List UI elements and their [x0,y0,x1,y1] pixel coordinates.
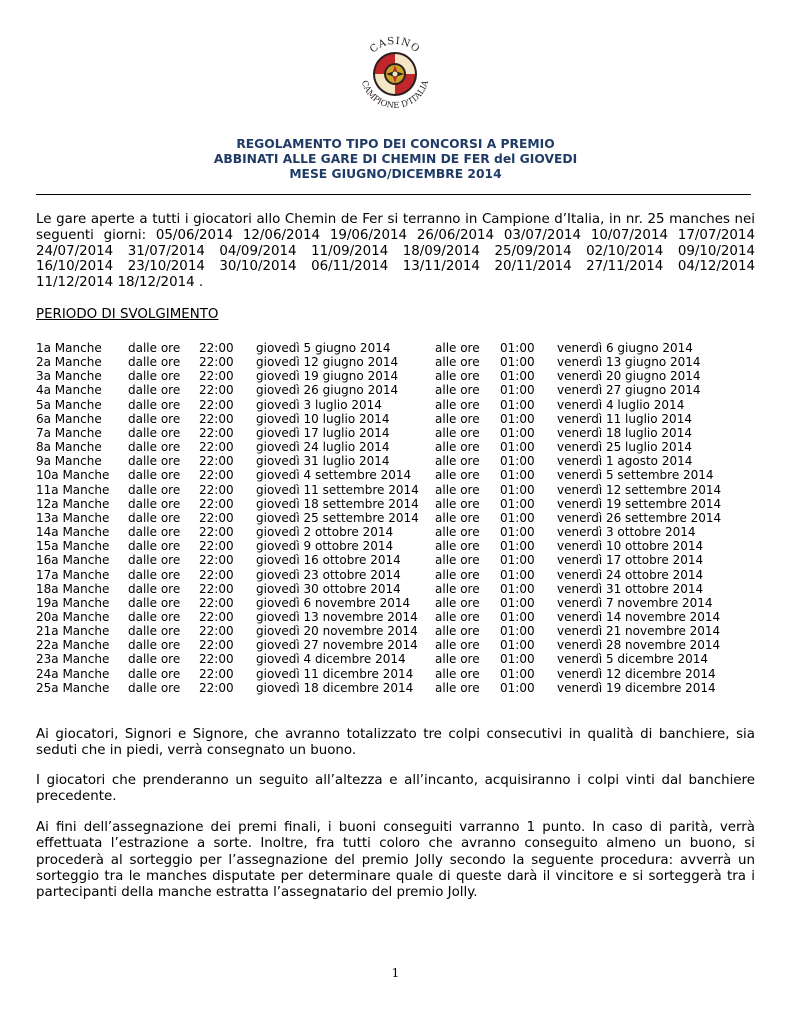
end-time: 01:00 [500,624,535,639]
manche-number: 20a Manche [36,609,110,624]
from-label: dalle ore [128,397,181,412]
intro-end-punct: . [198,275,204,291]
intro-date: 18/09/2014 [402,243,480,259]
end-time: 01:00 [500,468,535,483]
intro-date: 27/11/2014 [586,259,664,275]
end-day: venerdì 20 giugno 2014 [557,369,701,384]
end-day: venerdì 21 novembre 2014 [557,624,721,639]
start-time: 22:00 [199,539,234,554]
intro-date: 06/11/2014 [311,259,389,275]
to-label: alle ore [435,638,480,653]
start-day: giovedì 19 giugno 2014 [256,369,399,384]
end-time: 01:00 [500,539,535,554]
manche-number: 25a Manche [36,680,110,695]
manche-number: 23a Manche [36,652,110,667]
end-day: venerdì 3 ottobre 2014 [557,525,696,540]
manche-number: 19a Manche [36,595,110,610]
start-time: 22:00 [199,355,234,370]
end-time: 01:00 [500,638,535,653]
end-day: venerdì 17 ottobre 2014 [557,553,704,568]
end-day: venerdì 12 dicembre 2014 [557,666,716,681]
logo-top-text: CASINO [368,35,422,56]
start-day: giovedì 23 ottobre 2014 [256,567,401,582]
start-time: 22:00 [199,581,234,596]
intro-date: 31/07/2014 [127,243,205,259]
start-time: 22:00 [199,595,234,610]
from-label: dalle ore [128,468,181,483]
to-label: alle ore [435,652,480,667]
end-time: 01:00 [500,609,535,624]
intro-date: 10/07/2014 [590,227,668,243]
start-day: giovedì 18 dicembre 2014 [256,680,414,695]
start-time: 22:00 [199,624,234,639]
end-time: 01:00 [500,355,535,370]
intro-date: 23/10/2014 [127,259,205,275]
manche-number: 6a Manche [36,411,102,426]
to-label: alle ore [435,454,480,469]
intro-date: 11/12/2014 [36,275,114,291]
start-day: giovedì 27 novembre 2014 [256,638,418,653]
intro-date: 04/09/2014 [219,243,297,259]
end-day: venerdì 7 novembre 2014 [557,595,713,610]
start-time: 22:00 [199,525,234,540]
intro-date: 17/07/2014 [677,227,755,243]
casino-logo [351,34,439,118]
from-label: dalle ore [128,482,181,497]
end-day: venerdì 31 ottobre 2014 [557,581,704,596]
manche-number: 10a Manche [36,468,110,483]
to-label: alle ore [435,581,480,596]
start-day: giovedì 5 giugno 2014 [256,341,391,355]
end-day: venerdì 13 giugno 2014 [557,355,701,370]
title-line-3: MESE GIUGNO/DICEMBRE 2014 [289,167,502,182]
intro-date: 19/06/2014 [329,227,408,243]
to-label: alle ore [435,468,480,483]
to-label: alle ore [435,567,480,582]
end-time: 01:00 [500,680,535,695]
from-label: dalle ore [128,383,181,398]
start-day: giovedì 9 ottobre 2014 [256,539,394,554]
start-day: giovedì 2 ottobre 2014 [256,525,394,540]
end-time: 01:00 [500,383,535,398]
end-time: 01:00 [500,581,535,596]
paragraph-banker-voucher: Ai giocatori, Signori e Signore, che avranno totalizzato tre colpi consecutivi in qualità di banchiere, sia seduti che in piedi, verrà consegnato un buono. [36,727,755,759]
from-label: dalle ore [128,496,181,511]
start-time: 22:00 [199,482,234,497]
end-time: 01:00 [500,369,535,384]
title-line-1: REGOLAMENTO TIPO DEI CONCORSI A PREMIO [236,137,555,151]
end-day: venerdì 1 agosto 2014 [557,454,693,469]
start-day: giovedì 24 luglio 2014 [256,440,390,455]
end-day: venerdì 6 giugno 2014 [557,341,693,355]
start-day: giovedì 31 luglio 2014 [256,454,390,469]
end-day: venerdì 24 ottobre 2014 [557,567,704,582]
intro-date: 30/10/2014 [219,259,297,275]
end-time: 01:00 [500,525,535,540]
start-day: giovedì 17 luglio 2014 [256,425,390,440]
manche-number: 12a Manche [36,496,110,511]
manche-number: 22a Manche [36,638,110,653]
intro-date: 11/09/2014 [311,243,389,259]
to-label: alle ore [435,355,480,370]
end-day: venerdì 25 luglio 2014 [557,440,692,455]
start-time: 22:00 [199,397,234,412]
start-day: giovedì 20 novembre 2014 [256,624,418,639]
manche-number: 5a Manche [36,397,102,412]
title-line-2: ABBINATI ALLE GARE DI CHEMIN DE FER del GIOVEDI [213,152,578,167]
to-label: alle ore [435,680,480,695]
manche-number: 4a Manche [36,383,102,398]
end-time: 01:00 [500,553,535,568]
start-day: giovedì 30 ottobre 2014 [256,581,401,596]
end-time: 01:00 [500,510,535,525]
end-day: venerdì 19 dicembre 2014 [557,680,716,695]
paragraph-seguito: I giocatori che prenderanno un seguito all’altezza e all’incanto, acquisiranno i colpi vinti dal banchiere precedente. [36,773,755,805]
start-day: giovedì 6 novembre 2014 [256,595,411,610]
from-label: dalle ore [128,525,181,540]
to-label: alle ore [435,624,480,639]
end-day: venerdì 5 settembre 2014 [557,468,714,483]
paragraph-final-prizes: Ai fini dell’assegnazione dei premi finali, i buoni conseguiti varranno 1 punto. In caso di parità, verrà effettuata l’estrazione a sorte. Inoltre, fra tutti coloro che avranno conseguito almeno un buono, si procederà al sorteggio per l’assegnazione del premio Jolly secondo la seguente procedura: avverrà un sorteggio tra le manches disputate per determinare quale di queste darà il vincitore e si sorteggerà tra i partecipanti della manche estratta l’assegnatario del premio Jolly. [36,820,755,901]
start-time: 22:00 [199,609,234,624]
to-label: alle ore [435,411,480,426]
intro-paragraph [36,212,755,291]
start-time: 22:00 [199,440,234,455]
intro-date: 25/09/2014 [494,243,572,259]
logo-bottom-text: CAMPIONE D'ITALIA [359,79,431,111]
intro-date: 20/11/2014 [494,259,572,275]
end-day: venerdì 12 settembre 2014 [557,482,722,497]
start-day: giovedì 11 dicembre 2014 [256,666,414,681]
end-time: 01:00 [500,652,535,667]
manche-number: 21a Manche [36,624,110,639]
end-time: 01:00 [500,454,535,469]
end-time: 01:00 [500,341,535,355]
to-label: alle ore [435,369,480,384]
document-title [0,137,791,183]
page-number: 1 [391,966,400,980]
intro-date: 09/10/2014 [677,243,755,259]
start-day: giovedì 13 novembre 2014 [256,609,418,624]
to-label: alle ore [435,595,480,610]
manche-number: 7a Manche [36,425,102,440]
to-label: alle ore [435,525,480,540]
from-label: dalle ore [128,624,181,639]
start-day: giovedì 11 settembre 2014 [256,482,419,497]
end-time: 01:00 [500,666,535,681]
to-label: alle ore [435,341,480,355]
start-time: 22:00 [199,567,234,582]
manche-number: 8a Manche [36,440,102,455]
start-day: giovedì 4 dicembre 2014 [256,652,406,667]
start-day: giovedì 3 luglio 2014 [256,397,382,412]
intro-date: 18/12/2014 [117,275,195,291]
to-label: alle ore [435,425,480,440]
from-label: dalle ore [128,553,181,568]
manche-number: 15a Manche [36,539,110,554]
intro-date: 02/10/2014 [586,243,664,259]
intro-date: 05/06/2014 [155,227,234,243]
end-time: 01:00 [500,425,535,440]
to-label: alle ore [435,553,480,568]
from-label: dalle ore [128,652,181,667]
end-time: 01:00 [500,411,535,426]
to-label: alle ore [435,383,480,398]
from-label: dalle ore [128,355,181,370]
start-time: 22:00 [199,652,234,667]
start-time: 22:00 [199,369,234,384]
to-label: alle ore [435,666,480,681]
from-label: dalle ore [128,440,181,455]
end-day: venerdì 4 luglio 2014 [557,397,685,412]
start-day: giovedì 26 giugno 2014 [256,383,399,398]
end-day: venerdì 19 settembre 2014 [557,496,722,511]
end-time: 01:00 [500,567,535,582]
start-time: 22:00 [199,425,234,440]
to-label: alle ore [435,496,480,511]
to-label: alle ore [435,510,480,525]
start-time: 22:00 [199,383,234,398]
manche-number: 9a Manche [36,454,102,469]
start-time: 22:00 [199,454,234,469]
intro-date: 26/06/2014 [416,227,495,243]
to-label: alle ore [435,482,480,497]
title-divider [36,194,751,195]
start-time: 22:00 [199,341,234,355]
end-day: venerdì 28 novembre 2014 [557,638,721,653]
to-label: alle ore [435,539,480,554]
from-label: dalle ore [128,567,181,582]
to-label: alle ore [435,397,480,412]
to-label: alle ore [435,440,480,455]
intro-date: 16/10/2014 [36,259,114,275]
end-time: 01:00 [500,482,535,497]
from-label: dalle ore [128,341,181,355]
from-label: dalle ore [128,411,181,426]
manche-number: 14a Manche [36,525,110,540]
manche-number: 3a Manche [36,369,102,384]
period-heading: PERIODO DI SVOLGIMENTO [36,307,219,322]
manche-number: 24a Manche [36,666,110,681]
from-label: dalle ore [128,609,181,624]
start-day: giovedì 18 settembre 2014 [256,496,419,511]
from-label: dalle ore [128,425,181,440]
manche-number: 1a Manche [36,341,102,355]
start-day: giovedì 4 settembre 2014 [256,468,412,483]
start-day: giovedì 16 ottobre 2014 [256,553,401,568]
manche-number: 11a Manche [36,482,110,497]
start-day: giovedì 10 luglio 2014 [256,411,390,426]
from-label: dalle ore [128,539,181,554]
end-day: venerdì 10 ottobre 2014 [557,539,704,554]
start-time: 22:00 [199,638,234,653]
end-time: 01:00 [500,397,535,412]
from-label: dalle ore [128,510,181,525]
from-label: dalle ore [128,680,181,695]
end-day: venerdì 27 giugno 2014 [557,383,701,398]
manche-number: 2a Manche [36,355,102,370]
from-label: dalle ore [128,638,181,653]
start-day: giovedì 12 giugno 2014 [256,355,399,370]
start-day: giovedì 25 settembre 2014 [256,510,419,525]
to-label: alle ore [435,609,480,624]
end-time: 01:00 [500,440,535,455]
manche-number: 16a Manche [36,553,110,568]
intro-date: 12/06/2014 [242,227,321,243]
end-day: venerdì 26 settembre 2014 [557,510,722,525]
from-label: dalle ore [128,595,181,610]
end-day: venerdì 18 luglio 2014 [557,425,692,440]
start-time: 22:00 [199,411,234,426]
from-label: dalle ore [128,666,181,681]
manche-number: 17a Manche [36,567,110,582]
intro-date: 24/07/2014 [36,243,114,259]
end-day: venerdì 5 dicembre 2014 [557,652,709,667]
manche-number: 18a Manche [36,581,110,596]
intro-date: 04/12/2014 [677,259,755,275]
end-day: venerdì 14 novembre 2014 [557,609,721,624]
from-label: dalle ore [128,369,181,384]
start-time: 22:00 [199,468,234,483]
end-time: 01:00 [500,595,535,610]
intro-date: 13/11/2014 [402,259,480,275]
end-time: 01:00 [500,496,535,511]
start-time: 22:00 [199,510,234,525]
start-time: 22:00 [199,666,234,681]
start-time: 22:00 [199,496,234,511]
start-time: 22:00 [199,553,234,568]
manche-number: 13a Manche [36,510,110,525]
start-time: 22:00 [199,680,234,695]
from-label: dalle ore [128,581,181,596]
from-label: dalle ore [128,454,181,469]
intro-text: Le gare aperte a tutti i giocatori allo Chemin de Fer si terranno in Campione d’Italia, in nr. 25 manches nei seguenti giorni: [36,212,755,243]
end-day: venerdì 11 luglio 2014 [557,411,692,426]
intro-date: 03/07/2014 [503,227,582,243]
